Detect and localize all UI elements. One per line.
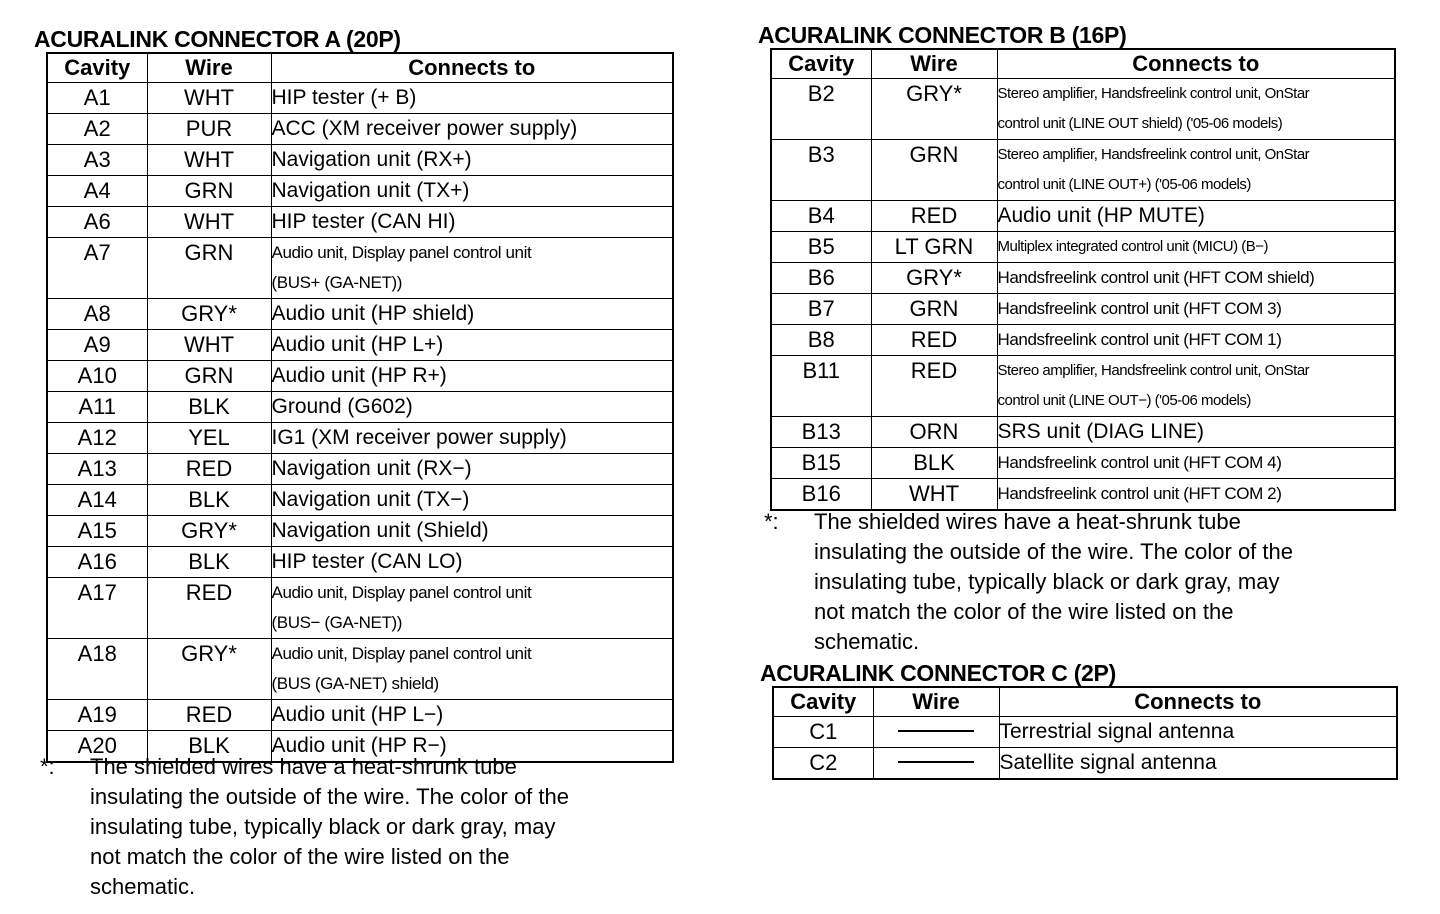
connects-to-cell: [997, 232, 1395, 263]
table-row: [47, 207, 673, 238]
wire-cell: BLK: [147, 485, 271, 516]
connector-a-section: [34, 26, 674, 763]
table-row: [47, 454, 673, 485]
connects-to-cell: [271, 145, 673, 176]
wire-cell: GRN: [147, 176, 271, 207]
cavity-cell: B6: [771, 263, 871, 294]
note-marker: *:: [40, 754, 55, 779]
connects-to-line: Navigation unit (RX+): [271, 148, 472, 171]
connects-to-line: Audio unit, Display panel control unit: [271, 644, 532, 663]
cavity-cell: A11: [47, 392, 147, 423]
wire-cell: GRN: [147, 238, 271, 299]
wire-cell: GRY*: [147, 639, 271, 700]
table-row: [771, 417, 1395, 448]
wire-cell: PUR: [147, 114, 271, 145]
cavity-cell: B13: [771, 417, 871, 448]
connects-to-cell: [271, 639, 673, 700]
cavity-cell: A16: [47, 547, 147, 578]
connector-c-title: ACURALINK CONNECTOR C (2P): [760, 660, 1116, 686]
connects-to-cell: [997, 79, 1395, 140]
wire-cell: BLK: [147, 731, 271, 763]
connects-to-cell: [271, 114, 673, 145]
wire-cell: GRN: [871, 294, 997, 325]
connects-to-line: Audio unit, Display panel control unit: [271, 243, 532, 262]
connector-c-section: [760, 660, 1398, 780]
table-row: [47, 361, 673, 392]
wire-cell: GRN: [871, 140, 997, 201]
connects-to-line: ACC (XM receiver power supply): [271, 117, 578, 140]
connects-to-line: control unit (LINE OUT+) ('05-06 models): [997, 176, 1251, 193]
connects-to-cell: [997, 263, 1395, 294]
wire-cell: GRN: [147, 361, 271, 392]
connector-b-title: ACURALINK CONNECTOR B (16P): [758, 22, 1127, 48]
connects-to-cell: [997, 140, 1395, 201]
table-row: [47, 547, 673, 578]
header-cavity: Cavity: [773, 687, 873, 717]
cavity-cell: A6: [47, 207, 147, 238]
no-wire-dash: [898, 761, 974, 763]
note-line: schematic.: [814, 629, 920, 654]
table-row: [47, 238, 673, 299]
wire-cell: YEL: [147, 423, 271, 454]
table-row: [773, 717, 1397, 748]
connects-to-line: Handsfreelink control unit (HFT COM 4): [997, 453, 1282, 472]
connects-to-line: Audio unit (HP MUTE): [997, 204, 1205, 227]
note-marker: *:: [764, 509, 779, 534]
note-line: insulating the outside of the wire. The color of the: [90, 784, 569, 809]
cavity-cell: B4: [771, 201, 871, 232]
connects-to-cell: [271, 547, 673, 578]
cavity-cell: C2: [773, 748, 873, 780]
connects-to-line: Handsfreelink control unit (HFT COM shield): [997, 268, 1315, 287]
connects-to-line: Satellite signal antenna: [999, 751, 1217, 774]
note-line: The shielded wires have a heat-shrunk tube: [814, 509, 1241, 534]
cavity-cell: B15: [771, 448, 871, 479]
cavity-cell: C1: [773, 717, 873, 748]
connects-to-line: control unit (LINE OUT shield) ('05-06 models): [997, 115, 1283, 132]
connects-to-line: Stereo amplifier, Handsfreelink control unit, OnStar: [997, 146, 1310, 163]
connects-to-cell: [997, 356, 1395, 417]
connects-to-cell: [997, 448, 1395, 479]
connects-to-cell: [997, 325, 1395, 356]
wire-cell: WHT: [147, 330, 271, 361]
connects-to-line: Handsfreelink control unit (HFT COM 3): [997, 299, 1282, 318]
wire-cell: BLK: [147, 547, 271, 578]
cavity-cell: A18: [47, 639, 147, 700]
connects-to-line: Stereo amplifier, Handsfreelink control unit, OnStar: [997, 85, 1310, 102]
connects-to-line: Audio unit (HP R−): [271, 734, 447, 757]
table-row: [47, 299, 673, 330]
connects-to-line: Navigation unit (TX−): [271, 488, 470, 511]
wire-cell: RED: [147, 700, 271, 731]
note-line: insulating tube, typically black or dark gray, may: [90, 814, 556, 839]
table-row: [47, 330, 673, 361]
header-connects-to: Connects to: [271, 53, 673, 83]
connects-to-line: Multiplex integrated control unit (MICU) (B−): [997, 238, 1269, 255]
wire-cell: GRY*: [871, 263, 997, 294]
cavity-cell: B3: [771, 140, 871, 201]
cavity-cell: B11: [771, 356, 871, 417]
connects-to-line: control unit (LINE OUT−) ('05-06 models): [997, 392, 1251, 409]
cavity-cell: A3: [47, 145, 147, 176]
table-row: [47, 392, 673, 423]
connects-to-cell: [999, 717, 1397, 748]
wire-cell: WHT: [871, 479, 997, 511]
connects-to-line: (BUS (GA-NET) shield): [271, 674, 439, 693]
note-line: The shielded wires have a heat-shrunk tube: [90, 754, 517, 779]
wire-cell: BLK: [871, 448, 997, 479]
table-row: [771, 479, 1395, 511]
table-row: [771, 232, 1395, 263]
header-connects-to: Connects to: [999, 687, 1397, 717]
cavity-cell: A14: [47, 485, 147, 516]
connects-to-cell: [271, 238, 673, 299]
cavity-cell: A20: [47, 731, 147, 763]
connects-to-line: Handsfreelink control unit (HFT COM 1): [997, 330, 1282, 349]
connects-to-cell: [999, 748, 1397, 780]
wire-cell: LT GRN: [871, 232, 997, 263]
table-row: [771, 325, 1395, 356]
connects-to-cell: [271, 392, 673, 423]
connects-to-line: Stereo amplifier, Handsfreelink control unit, OnStar: [997, 362, 1310, 379]
connects-to-cell: [271, 299, 673, 330]
note-line: not match the color of the wire listed on the: [814, 599, 1234, 624]
connects-to-cell: [997, 294, 1395, 325]
header-cavity: Cavity: [47, 53, 147, 83]
connects-to-cell: [271, 330, 673, 361]
connector-a-title: ACURALINK CONNECTOR A (20P): [34, 26, 401, 52]
note-line: not match the color of the wire listed on the: [90, 844, 510, 869]
table-row: [47, 485, 673, 516]
cavity-cell: B7: [771, 294, 871, 325]
connects-to-line: Audio unit (HP L−): [271, 703, 444, 726]
wire-cell: RED: [871, 325, 997, 356]
table-row: [47, 176, 673, 207]
connects-to-line: Navigation unit (Shield): [271, 519, 489, 542]
cavity-cell: A1: [47, 83, 147, 114]
connects-to-cell: [271, 578, 673, 639]
connects-to-line: (BUS+ (GA-NET)): [271, 273, 402, 292]
wire-cell: WHT: [147, 145, 271, 176]
connects-to-line: Terrestrial signal antenna: [999, 720, 1235, 743]
cavity-cell: B5: [771, 232, 871, 263]
connects-to-line: Audio unit (HP L+): [271, 333, 444, 356]
no-wire-dash: [898, 730, 974, 732]
connects-to-line: Navigation unit (TX+): [271, 179, 470, 202]
wire-cell: WHT: [147, 207, 271, 238]
connects-to-cell: [997, 479, 1395, 511]
cavity-cell: A13: [47, 454, 147, 485]
connector-a-note: [40, 752, 569, 902]
cavity-cell: A4: [47, 176, 147, 207]
connector-b-section: [758, 22, 1396, 511]
connects-to-line: Audio unit (HP R+): [271, 364, 447, 387]
connects-to-cell: [271, 83, 673, 114]
connects-to-line: Handsfreelink control unit (HFT COM 2): [997, 484, 1282, 503]
cavity-cell: A12: [47, 423, 147, 454]
header-wire: Wire: [873, 687, 999, 717]
wire-cell: RED: [871, 201, 997, 232]
table-row: [47, 83, 673, 114]
cavity-cell: A9: [47, 330, 147, 361]
cavity-cell: A7: [47, 238, 147, 299]
connects-to-cell: [271, 423, 673, 454]
connects-to-cell: [271, 361, 673, 392]
table-row: [771, 263, 1395, 294]
table-row: [771, 79, 1395, 140]
wire-cell: GRY*: [147, 516, 271, 547]
wire-cell: GRY*: [871, 79, 997, 140]
cavity-cell: A10: [47, 361, 147, 392]
wire-cell: RED: [147, 578, 271, 639]
header-wire: Wire: [871, 49, 997, 79]
wire-cell: ORN: [871, 417, 997, 448]
table-row: [771, 294, 1395, 325]
table-row: [773, 748, 1397, 780]
connects-to-cell: [271, 176, 673, 207]
cavity-cell: A15: [47, 516, 147, 547]
connects-to-line: HIP tester (CAN HI): [271, 210, 456, 233]
connects-to-cell: [271, 454, 673, 485]
connects-to-line: HIP tester (CAN LO): [271, 550, 463, 573]
connects-to-line: Audio unit, Display panel control unit: [271, 583, 532, 602]
table-row: [47, 700, 673, 731]
cavity-cell: B2: [771, 79, 871, 140]
table-row: [47, 145, 673, 176]
cavity-cell: A19: [47, 700, 147, 731]
header-wire: Wire: [147, 53, 271, 83]
wire-cell: RED: [871, 356, 997, 417]
connects-to-cell: [271, 207, 673, 238]
table-row: [771, 448, 1395, 479]
note-line: insulating tube, typically black or dark gray, may: [814, 569, 1280, 594]
connects-to-line: HIP tester (+ B): [271, 86, 417, 109]
connector-a-table: [46, 52, 674, 763]
cavity-cell: B16: [771, 479, 871, 511]
connects-to-line: SRS unit (DIAG LINE): [997, 420, 1205, 443]
table-row: [771, 201, 1395, 232]
connects-to-line: Navigation unit (RX−): [271, 457, 472, 480]
table-row: [47, 639, 673, 700]
table-row: [47, 423, 673, 454]
wire-cell: GRY*: [147, 299, 271, 330]
table-row: [47, 578, 673, 639]
connects-to-cell: [271, 485, 673, 516]
header-cavity: Cavity: [771, 49, 871, 79]
connects-to-line: Ground (G602): [271, 395, 413, 418]
connects-to-line: IG1 (XM receiver power supply): [271, 426, 567, 449]
connects-to-cell: [271, 516, 673, 547]
note-line: insulating the outside of the wire. The color of the: [814, 539, 1293, 564]
connector-b-table: [770, 48, 1396, 511]
table-row: [47, 114, 673, 145]
connects-to-line: Audio unit (HP shield): [271, 302, 475, 325]
wire-cell: WHT: [147, 83, 271, 114]
connects-to-line: (BUS− (GA-NET)): [271, 613, 402, 632]
note-line: schematic.: [90, 874, 196, 899]
wire-cell: [873, 717, 999, 748]
table-row: [771, 356, 1395, 417]
connects-to-cell: [997, 417, 1395, 448]
cavity-cell: B8: [771, 325, 871, 356]
connector-c-table: [772, 686, 1398, 780]
table-row: [771, 140, 1395, 201]
cavity-cell: A2: [47, 114, 147, 145]
table-row: [47, 516, 673, 547]
header-connects-to: Connects to: [997, 49, 1395, 79]
connector-b-note: [764, 507, 1293, 657]
connects-to-cell: [997, 201, 1395, 232]
cavity-cell: A17: [47, 578, 147, 639]
cavity-cell: A8: [47, 299, 147, 330]
wire-cell: RED: [147, 454, 271, 485]
connects-to-cell: [271, 700, 673, 731]
wire-cell: BLK: [147, 392, 271, 423]
wire-cell: [873, 748, 999, 780]
